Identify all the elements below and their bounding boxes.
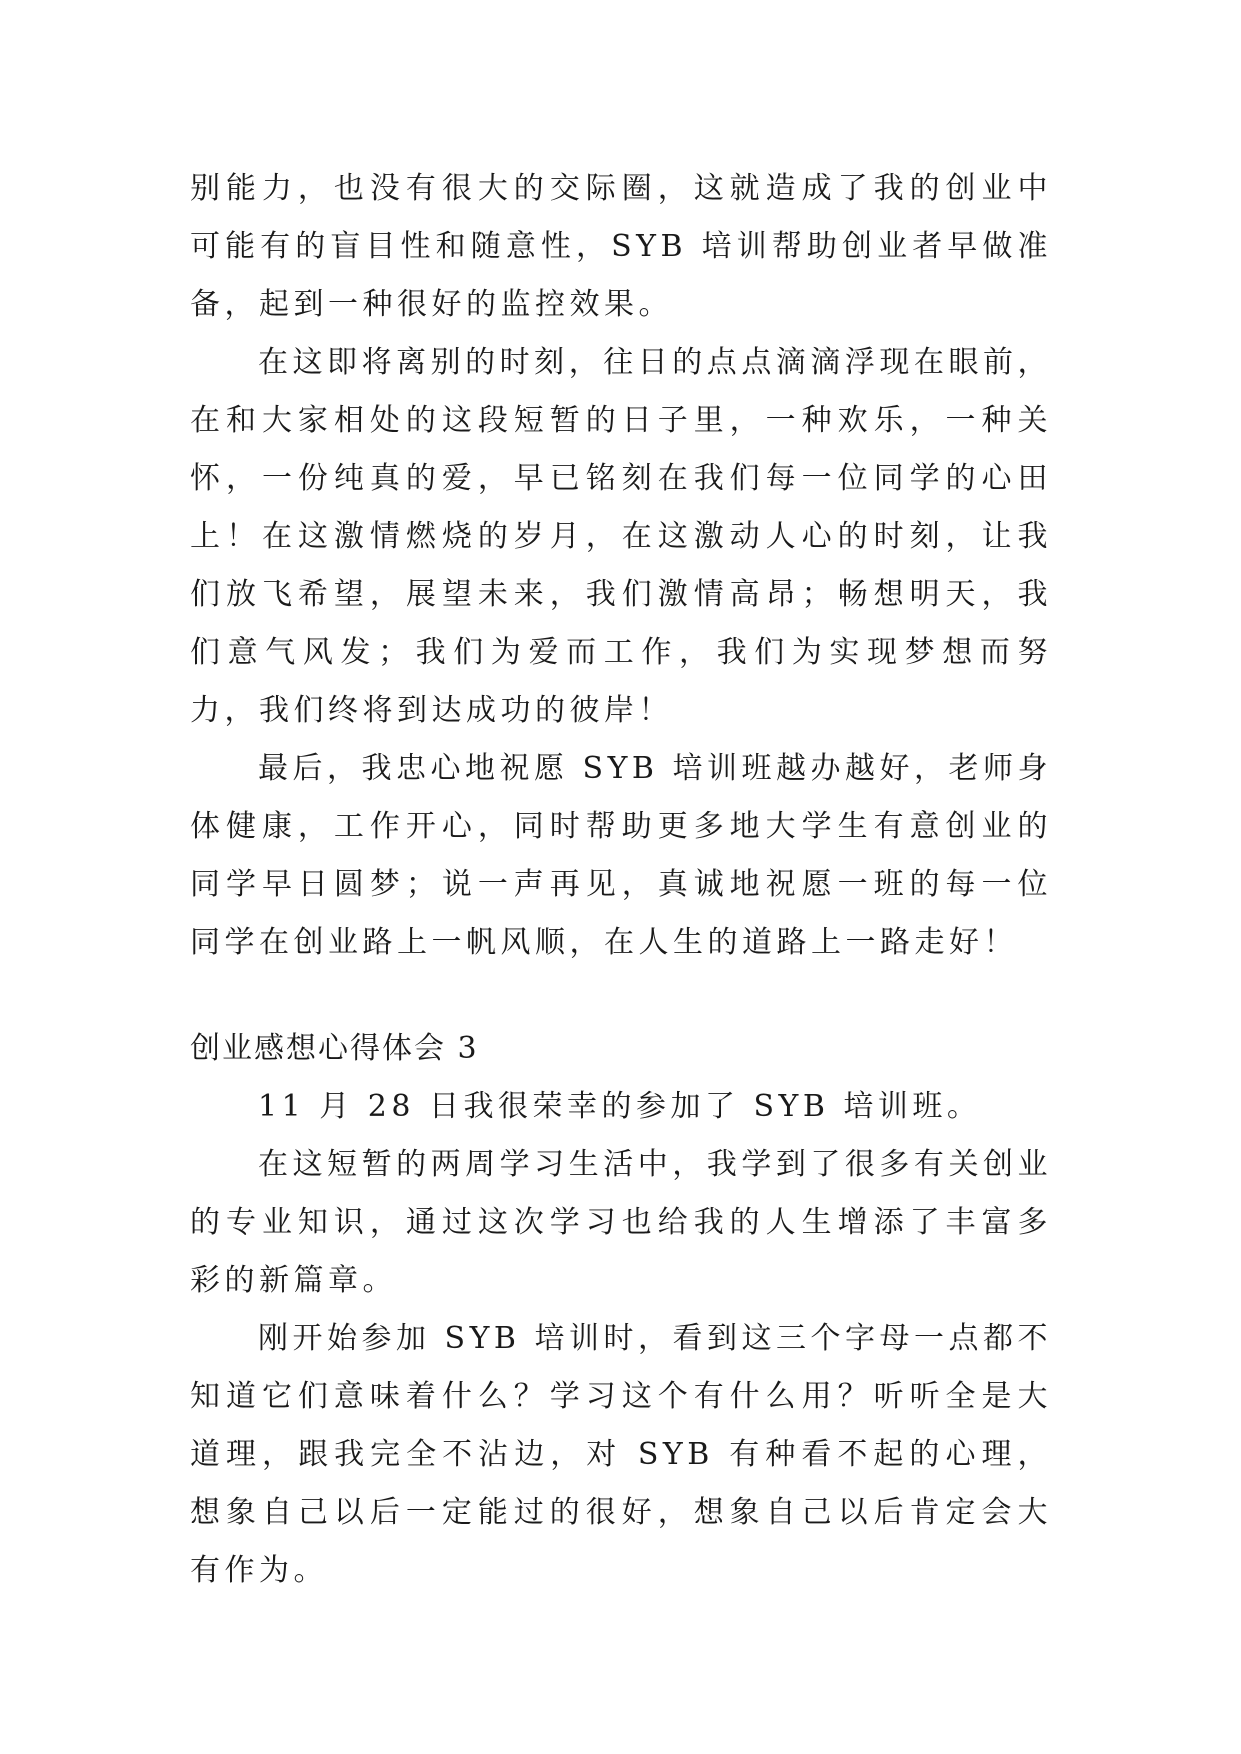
paragraph-continuation: 别能力，也没有很大的交际圈，这就造成了我的创业中可能有的盲目性和随意性，SYB 培训帮助创业者早做准备，起到一种很好的监控效果。	[190, 171, 1052, 322]
document-body	[190, 160, 1052, 1600]
section-heading: 创业感想心得体会 3	[190, 1031, 479, 1066]
paragraph-first-impression: 刚开始参加 SYB 培训时，看到这三个字母一点都不知道它们意味着什么？学习这个有什么用？听听全是大道理，跟我完全不沾边，对 SYB 有种看不起的心理，想象自己以后一定能过的很好，想象自己以后肯定会大有作为。	[190, 1321, 1052, 1588]
paragraph-date: 11 月 28 日我很荣幸的参加了 SYB 培训班。	[258, 1089, 982, 1124]
paragraph-farewell: 在这即将离别的时刻，往日的点点滴滴浮现在眼前，在和大家相处的这段短暂的日子里，一种欢乐，一种关怀，一份纯真的爱，早已铭刻在我们每一位同学的心田上！在这激情燃烧的岁月，在这激动人心的时刻，让我们放飞希望，展望未来，我们激情高昂；畅想明天，我们意气风发；我们为爱而工作，我们为实现梦想而努力，我们终将到达成功的彼岸！	[190, 345, 1052, 728]
paragraph-closing-wishes: 最后，我忠心地祝愿 SYB 培训班越办越好，老师身体健康，工作开心，同时帮助更多地大学生有意创业的同学早日圆梦；说一声再见，真诚地祝愿一班的每一位同学在创业路上一帆风顺，在人生的道路上一路走好！	[190, 751, 1052, 960]
paragraph-study-life: 在这短暂的两周学习生活中，我学到了很多有关创业的专业知识，通过这次学习也给我的人生增添了丰富多彩的新篇章。	[190, 1147, 1052, 1298]
